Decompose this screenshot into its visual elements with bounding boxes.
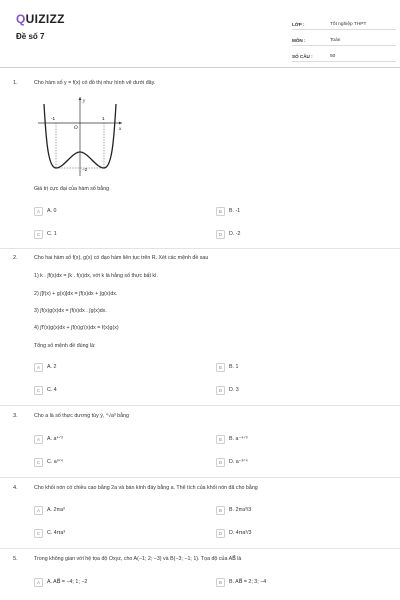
option-text: A. AB⃗ = −4; 1; −2 [47, 579, 88, 585]
y-axis-label: y [83, 99, 86, 104]
option-text: B. a⁻⁴ᐟ³ [229, 436, 248, 442]
question-number: 2. [13, 255, 18, 261]
statement: 4) ∫f′(x)g(x)dx + ∫f(x)g′(x)dx = f(x)g(x) [34, 325, 119, 331]
option-d[interactable] [216, 229, 240, 239]
option-letter: D [216, 230, 225, 239]
option-a[interactable] [34, 505, 65, 515]
question-prompt: Tổng số mệnh đề đúng là: [34, 343, 96, 349]
option-c[interactable] [34, 457, 63, 467]
option-letter: A [34, 578, 43, 587]
option-a[interactable] [34, 577, 87, 587]
option-d[interactable] [216, 528, 252, 538]
option-text: D. 3 [229, 387, 239, 393]
meta-row-subject [292, 30, 396, 46]
option-b[interactable] [216, 362, 238, 372]
statement: 1) k . ∫f(x)dx = ∫k . f(x)dx, với k là hằng số thực bất kì. [34, 273, 158, 279]
option-letter: A [34, 435, 43, 444]
header [0, 0, 400, 68]
option-letter: A [34, 363, 43, 372]
option-letter: C [34, 386, 43, 395]
y-axis-arrow [79, 97, 82, 100]
meta-row-count [292, 46, 396, 62]
option-letter: D [216, 529, 225, 538]
option-b[interactable] [216, 434, 248, 444]
question-number: 4. [13, 485, 18, 491]
option-letter: D [216, 458, 225, 467]
option-text: B. 1 [229, 364, 239, 370]
statement: 2) ∫[f(x) + g(x)]dx = ∫f(x)dx + ∫g(x)dx. [34, 291, 118, 297]
function-graph [34, 94, 124, 178]
meta-label: SỐ CÂU : [292, 54, 313, 59]
option-letter: B [216, 435, 225, 444]
option-letter: C [34, 458, 43, 467]
option-d[interactable] [216, 385, 239, 395]
option-letter: C [34, 529, 43, 538]
question-text: Cho hai hàm số f(x), g(x) có đạo hàm liên tục trên R. Xét các mệnh đề sau [34, 255, 209, 261]
origin-label: O [74, 126, 78, 131]
option-letter: B [216, 207, 225, 216]
option-c[interactable] [34, 385, 57, 395]
option-text: D. 4πa³/3 [229, 530, 252, 536]
option-letter: D [216, 386, 225, 395]
meta-value: Toán [330, 38, 341, 43]
meta-label: MÔN : [292, 38, 306, 43]
question-divider [0, 248, 400, 249]
question-text: Cho khối nón có chiều cao bằng 2a và bán kính đáy bằng a. Thể tích của khối nón đã cho bằng [34, 485, 258, 491]
option-text: B. AB⃗ = 2; 3; −4 [229, 579, 267, 585]
question-divider [0, 548, 400, 549]
question-text: Trong không gian với hệ tọa độ Oxyz, cho A(−1; 2; −3) và B(−3; −1; 1). Tọa độ của AB⃗ là [34, 556, 242, 562]
option-a[interactable] [34, 434, 63, 444]
option-c[interactable] [34, 528, 65, 538]
option-b[interactable] [216, 505, 251, 515]
option-b[interactable] [216, 577, 266, 587]
question-number: 5. [13, 556, 18, 562]
option-letter: B [216, 506, 225, 515]
statement: 3) ∫f(x)g(x)dx = ∫f(x)dx . ∫g(x)dx. [34, 308, 107, 314]
option-letter: A [34, 506, 43, 515]
option-letter: B [216, 578, 225, 587]
question-text: Cho a là số thực dương tùy ý, ⁴√a³ bằng [34, 413, 129, 419]
option-a[interactable] [34, 362, 56, 372]
x-axis-arrow [119, 122, 122, 125]
option-text: D. a⁻³ᐟ⁴ [229, 459, 248, 465]
option-text: C. 4πa³ [47, 530, 66, 536]
option-letter: A [34, 207, 43, 216]
tick-label: −2 [82, 167, 88, 172]
question-number: 3. [13, 413, 18, 419]
meta-value: 50 [330, 54, 336, 59]
exam-meta [292, 14, 396, 62]
quizizz-logo: QUIZIZZ [16, 12, 65, 26]
option-letter: B [216, 363, 225, 372]
exam-title: Đề số 7 [16, 32, 45, 41]
meta-label: LỚP : [292, 22, 305, 27]
meta-row-class [292, 14, 396, 30]
option-letter: C [34, 230, 43, 239]
option-a[interactable] [34, 206, 56, 216]
question-number: 1. [13, 80, 18, 86]
option-b[interactable] [216, 206, 240, 216]
meta-value: Tốt nghiệp THPT [330, 22, 367, 27]
option-text: B. -1 [229, 208, 241, 214]
option-text: B. 2πa³/3 [229, 507, 252, 513]
tick-label: -1 [51, 116, 56, 121]
x-axis-label: x [119, 127, 122, 132]
option-text: C. a³ᐟ⁴ [47, 459, 63, 465]
option-text: A. 2πa³ [47, 507, 65, 513]
option-text: A. a⁴ᐟ³ [47, 436, 63, 442]
question-prompt: Giá trị cực đại của hàm số bằng [34, 186, 110, 192]
option-text: C. 1 [47, 231, 57, 237]
tick-label: 1 [102, 116, 105, 121]
option-text: C. 4 [47, 387, 57, 393]
question-divider [0, 405, 400, 406]
option-text: A. 0 [47, 208, 57, 214]
question-divider [0, 477, 400, 478]
question-text: Cho hàm số y = f(x) có đồ thị như hình vẽ dưới đây. [34, 80, 156, 86]
option-c[interactable] [34, 229, 57, 239]
option-d[interactable] [216, 457, 248, 467]
option-text: D. -2 [229, 231, 241, 237]
option-text: A. 2 [47, 364, 57, 370]
header-divider [0, 67, 400, 68]
